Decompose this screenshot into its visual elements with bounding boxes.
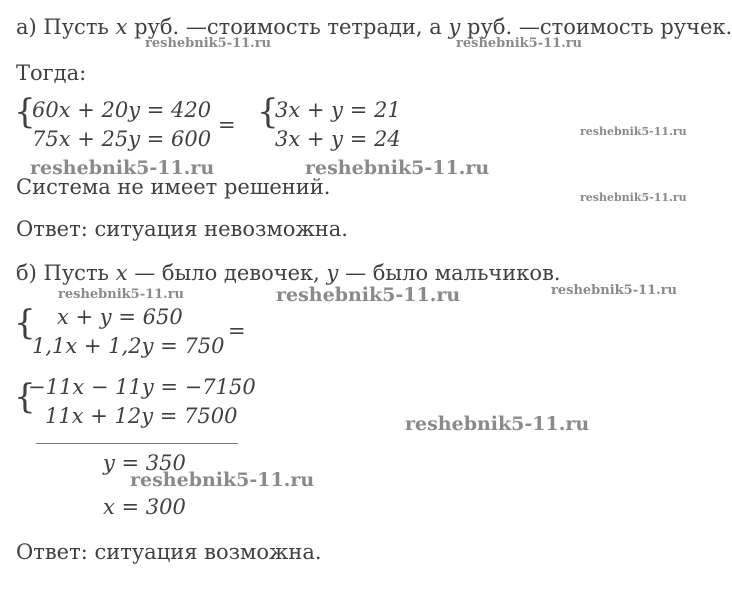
togda-label: Тогда: [16, 61, 87, 85]
equals-sign-2: = [228, 319, 246, 343]
brace-system-1: { [14, 92, 36, 132]
part-b-text-3: — было мальчиков. [345, 261, 561, 285]
var-y: y [448, 15, 461, 39]
system4-eq2: 11x + 12y = 7500 [45, 404, 238, 428]
system2-eq1: 3x + y = 21 [275, 98, 401, 122]
watermark-3: reshebnik5-11.ru [580, 125, 687, 138]
watermark-9: reshebnik5-11.ru [551, 283, 678, 298]
no-solutions-text: Система не имеет решений. [16, 175, 331, 199]
x-result: x = 300 [103, 495, 186, 519]
system4-eq1: −11x − 11y = −7150 [28, 375, 256, 399]
part-b-text-2: — было девочек, [134, 261, 320, 285]
brace-system-3: { [14, 303, 36, 343]
sum-rule-line [36, 443, 238, 444]
answer-b: Ответ: ситуация возможна. [16, 540, 322, 564]
var-x: x [115, 15, 128, 39]
system1-eq2: 75x + 25y = 600 [32, 127, 212, 151]
equals-sign-1: = [218, 113, 236, 137]
part-a-text-2: руб. —стоимость тетради, а [134, 15, 442, 39]
system1-eq1: 60x + 20y = 420 [32, 98, 212, 122]
part-b-text-1: б) Пусть [16, 261, 109, 285]
part-a-intro [16, 14, 732, 40]
system3-eq1: x + y = 650 [57, 305, 183, 329]
watermark-4: reshebnik5-11.ru [30, 157, 215, 179]
system3-eq2: 1,1x + 1,2y = 750 [32, 334, 225, 358]
answer-a: Ответ: ситуация невозможна. [16, 217, 348, 241]
part-a-text-3: руб. —стоимость ручек. [467, 15, 732, 39]
watermark-2: reshebnik5-11.ru [456, 36, 583, 51]
brace-system-4: { [14, 377, 36, 417]
brace-system-2: { [257, 92, 279, 132]
watermark-7: reshebnik5-11.ru [58, 287, 185, 302]
part-b-intro [16, 260, 561, 286]
watermark-8: reshebnik5-11.ru [276, 284, 461, 306]
y-result: y = 350 [103, 451, 186, 475]
part-a-text-1: а) Пусть [16, 15, 109, 39]
var-y-b: y [326, 261, 339, 285]
watermark-6: reshebnik5-11.ru [580, 191, 687, 204]
var-x-b: x [115, 261, 128, 285]
system2-eq2: 3x + y = 24 [275, 127, 401, 151]
watermark-10: reshebnik5-11.ru [405, 413, 590, 435]
watermark-1: reshebnik5-11.ru [145, 36, 272, 51]
watermark-5: reshebnik5-11.ru [305, 157, 490, 179]
watermark-11: reshebnik5-11.ru [130, 469, 315, 491]
